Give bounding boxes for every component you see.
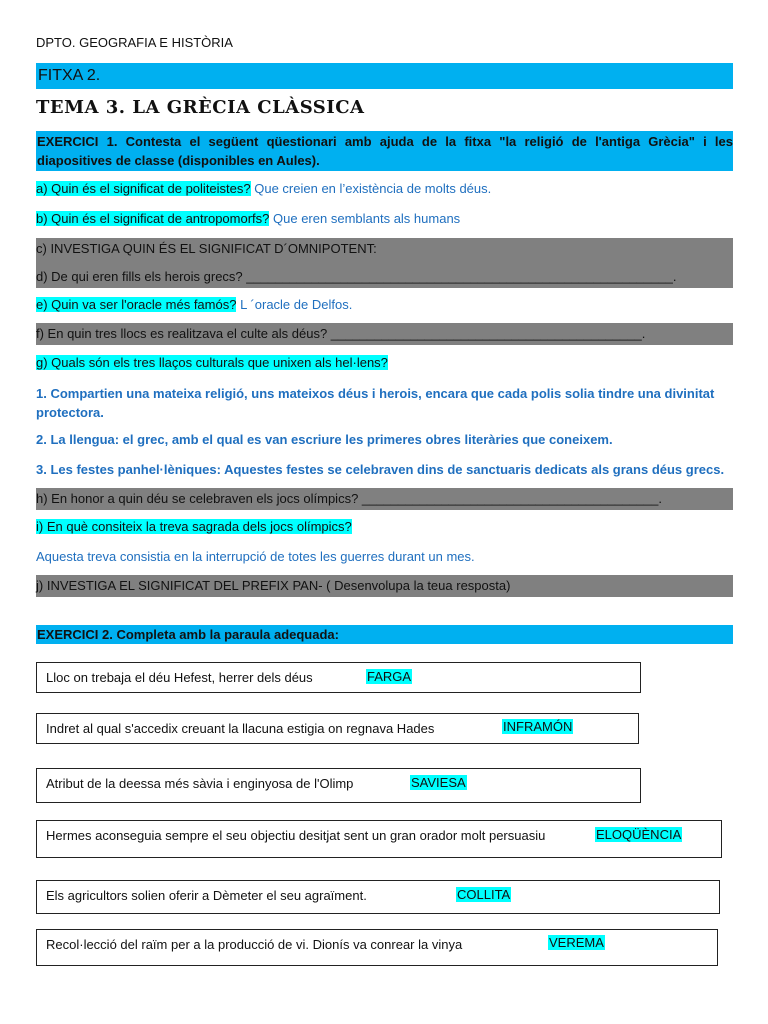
fill-question-6: Recol·lecció del raïm per a la producció de vi. Dionís va conrear la vinya xyxy=(46,937,463,952)
exercise2-title: EXERCICI 2. Completa amb la paraula adequada: xyxy=(36,625,733,644)
answer-g-2: 2. La llengua: el grec, amb el qual es van escriure les primeres obres literàries que coneixem. xyxy=(36,432,613,447)
fill-question-4: Hermes aconseguia sempre el seu objectiu desitjat sent un gran orador molt persuasiu xyxy=(46,828,546,843)
fill-question-2: Indret al qual s'accedix creuant la llacuna estigia on regnava Hades xyxy=(46,721,435,736)
question-b-text: b) Quin és el significat de antropomorfs? xyxy=(36,211,270,226)
fitxa-banner: FITXA 2. xyxy=(36,63,733,89)
answer-g-3: 3. Les festes panhel·lèniques: Aquestes festes se celebraven dins de sanctuaris dedicats als grans déus grecs. xyxy=(36,462,725,477)
question-d: d) De qui eren fills els herois grecs? ___________________________________________________________. xyxy=(36,269,677,284)
department-header: DPTO. GEOGRAFIA E HISTÒRIA xyxy=(36,35,233,50)
fill-box-5 xyxy=(36,880,720,914)
answer-b: Que eren semblants als humans xyxy=(269,211,461,226)
question-b xyxy=(36,211,460,226)
fill-answer-6: VEREMA xyxy=(549,935,604,950)
question-e-text: e) Quin va ser l'oracle més famós? xyxy=(36,297,237,312)
question-a-text: a) Quin és el significat de politeistes? xyxy=(36,181,251,196)
fill-box-4 xyxy=(36,820,722,858)
question-a xyxy=(36,181,491,196)
fill-answer-2: INFRAMÓN xyxy=(503,719,573,734)
question-c: c) INVESTIGA QUIN ÉS EL SIGNIFICAT D´OMNIPOTENT: xyxy=(36,241,377,256)
fill-answer-4: ELOQÜÈNCIA xyxy=(596,827,682,842)
fill-question-3: Atribut de la deessa més sàvia i enginyosa de l'Olimp xyxy=(46,776,354,791)
fill-box-1 xyxy=(36,662,641,693)
question-e xyxy=(36,297,352,312)
answer-a: Que creien en l’existència de molts déus. xyxy=(250,181,492,196)
fill-answer-1: FARGA xyxy=(367,669,412,684)
question-i xyxy=(36,519,352,534)
question-g xyxy=(36,355,388,370)
fill-box-3 xyxy=(36,768,641,803)
fill-box-2 xyxy=(36,713,639,744)
question-h: h) En honor a quin déu se celebraven els jocs olímpics? _________________________________________. xyxy=(36,491,662,506)
fill-answer-5: COLLITA xyxy=(457,887,511,902)
answer-g-1: 1. Compartien una mateixa religió, uns mateixos déus i herois, encara que cada polis solia tindre una divinitat protectora. xyxy=(36,386,715,420)
fill-question-5: Els agricultors solien oferir a Dèmeter el seu agraïment. xyxy=(46,888,367,903)
fill-box-6 xyxy=(36,929,718,966)
question-j: j) INVESTIGA EL SIGNIFICAT DEL PREFIX PAN- ( Desenvolupa la teua resposta) xyxy=(36,578,511,593)
page-title: TEMA 3. LA GRÈCIA CLÀSSICA xyxy=(36,97,365,118)
answer-i: Aquesta treva consistia en la interrupció de totes les guerres durant un mes. xyxy=(36,549,475,564)
question-g-text: g) Quals són els tres llaços culturals que unixen als hel·lens? xyxy=(36,355,388,370)
question-f: f) En quin tres llocs es realitzava el culte als déus? ___________________________________________. xyxy=(36,326,646,341)
question-i-text: i) En què consiteix la treva sagrada dels jocs olímpics? xyxy=(36,519,352,534)
fill-question-1: Lloc on trebaja el déu Hefest, herrer dels déus xyxy=(46,670,313,685)
exercise1-title: EXERCICI 1. Contesta el següent qüestionari amb ajuda de la fitxa "la religió de l'antiga Grècia" i les diapositives de classe (disponibles en Aules). xyxy=(36,131,733,171)
answer-e: L ´oracle de Delfos. xyxy=(236,297,353,312)
fill-answer-3: SAVIESA xyxy=(411,775,466,790)
